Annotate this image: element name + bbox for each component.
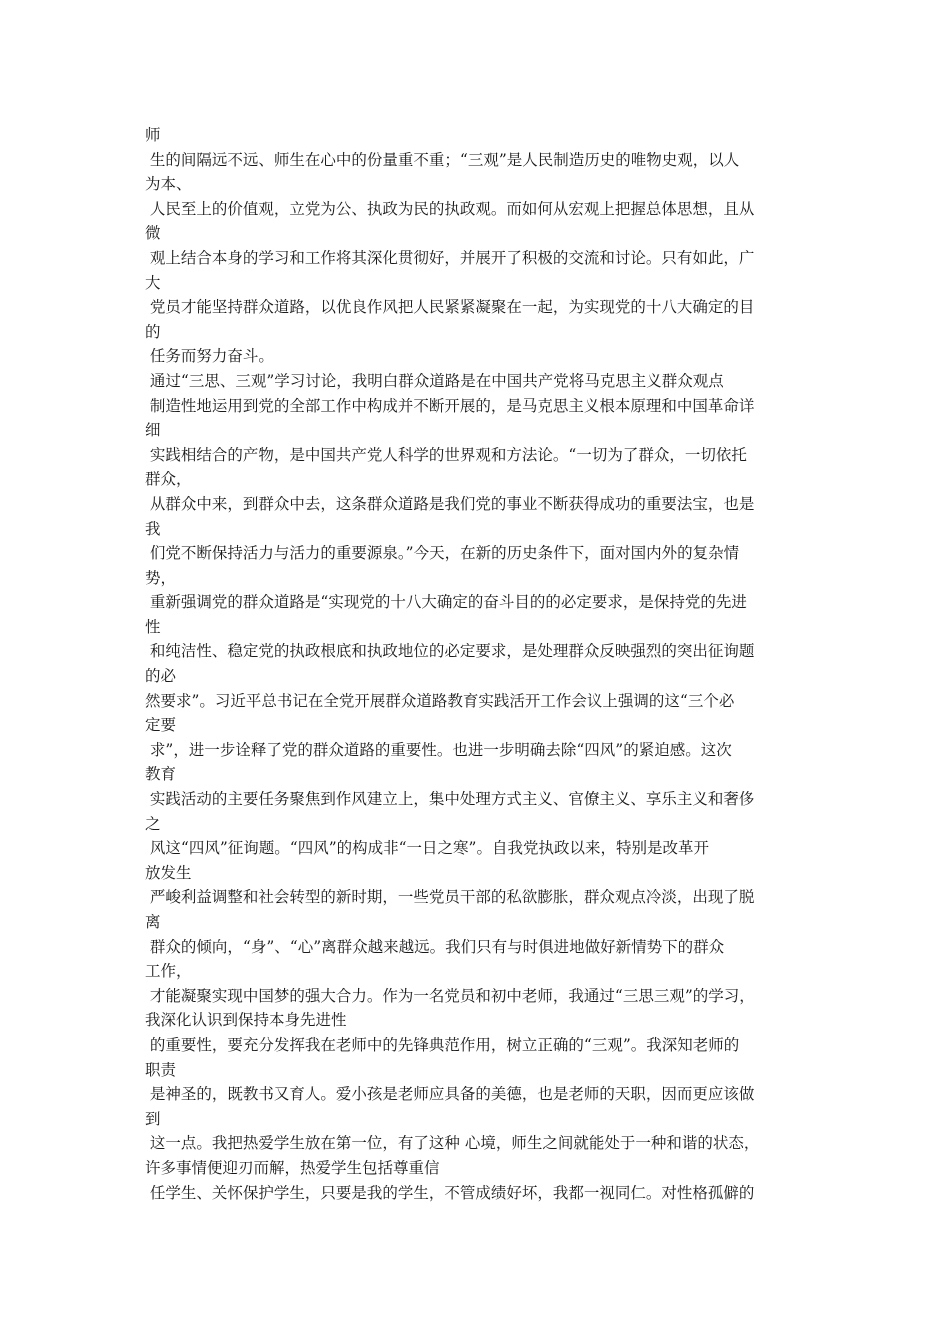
text-line: 我 (145, 519, 161, 538)
text-line: 风这“四风”征询题。“四风”的构成非“一日之寒”。自我党执政以来，特别是改革开 (145, 839, 709, 858)
text-line: 职责 (145, 1060, 177, 1079)
text-line: 重新强调党的群众道路是“实现党的十八大确定的奋斗目的的必定要求，是保持党的先进 (145, 593, 747, 612)
text-line: 为本、 (145, 175, 192, 194)
text-line: 通过“三思、三观”学习讨论，我明白群众道路是在中国共产党将马克思主义群众观点 (145, 371, 724, 390)
text-line: 性 (145, 617, 161, 636)
text-line: 之 (145, 814, 161, 833)
text-line: 定要 (145, 716, 177, 735)
text-line: 细 (145, 421, 161, 440)
text-line: 实践活动的主要任务聚焦到作风建立上，集中处理方式主义、官僚主义、享乐主义和奢侈 (145, 790, 755, 809)
text-line: 然要求”。习近平总书记在全党开展群众道路教育实践活开工作会议上强调的这“三个必 (145, 691, 735, 710)
text-line: 制造性地运用到党的全部工作中构成并不断开展的，是马克思主义根本原理和中国革命详 (145, 396, 755, 415)
text-line: 微 (145, 224, 161, 243)
text-line: 离 (145, 913, 161, 931)
text-line: 从群众中来，到群众中去，这条群众道路是我们党的事业不断获得成功的重要法宝，也是 (145, 494, 755, 513)
text-line: 任务而努力奋斗。 (145, 347, 274, 366)
text-line: 的必 (145, 667, 177, 686)
text-line: 任学生、关怀保护学生，只要是我的学生，不管成绩好坏，我都一视同仁。对性格孤僻的 (145, 1183, 755, 1202)
text-line: 实践相结合的产物，是中国共产党人科学的世界观和方法论。“一切为了群众，一切依托 (145, 445, 747, 464)
text-line: 们党不断保持活力与活力的重要源泉。”今天，在新的历史条件下，面对国内外的复杂情 (145, 544, 740, 563)
text-line: 我深化认识到保持本身先进性 (145, 1011, 347, 1030)
text-line: 教育 (145, 765, 177, 784)
text-line: 势， (145, 568, 177, 587)
text-line: 观上结合本身的学习和工作将其深化贯彻好，并展开了积极的交流和讨论。只有如此，广 (145, 248, 755, 267)
text-line: 许多事情便迎刃而解，热爱学生包括尊重信 (145, 1158, 440, 1177)
text-line: 到 (145, 1109, 161, 1128)
document-body (145, 123, 835, 1205)
text-line: 和纯洁性、稳定党的执政根底和执政地位的必定要求，是处理群众反映强烈的突出征询题 (145, 642, 755, 661)
text-line: 群众的倾向，“身”、“心”离群众越来越远。我们只有与时俱进地做好新情势下的群众 (145, 937, 725, 956)
text-line: 工作， (145, 962, 192, 981)
text-line: 这一点。我把热爱学生放在第一位，有了这种 心境，师生之间就能处于一种和谐的状态， (145, 1134, 760, 1153)
text-line: 放发生 (145, 863, 192, 882)
text-line: 是神圣的，既教书又育人。爱小孩是老师应具备的美德，也是老师的天职，因而更应该做 (145, 1085, 755, 1104)
text-line: 求”，进一步诠释了党的群众道路的重要性。也进一步明确去除“四风”的紧迫感。这次 (145, 740, 732, 759)
text-line: 严峻利益调整和社会转型的新时期，一些党员干部的私欲膨胀，群众观点冷淡，出现了脱 (145, 888, 755, 907)
text-line: 大 (145, 273, 161, 292)
text-line: 师 (145, 126, 161, 144)
text-line: 群众， (145, 470, 192, 489)
text-line: 的重要性，要充分发挥我在老师中的先锋典范作用，树立正确的“三观”。我深知老师的 (145, 1035, 740, 1054)
text-line: 才能凝聚实现中国梦的强大合力。作为一名党员和初中老师，我通过“三思三观”的学习， (145, 986, 755, 1005)
text-line: 的 (145, 322, 161, 341)
text-line: 党员才能坚持群众道路，以优良作风把人民紧紧凝聚在一起，为实现党的十八大确定的目 (145, 298, 755, 317)
text-line: 生的间隔远不远、师生在心中的份量重不重；“三观”是人民制造历史的唯物史观，以人 (145, 150, 740, 169)
text-line: 人民至上的价值观，立党为公、执政为民的执政观。而如何从宏观上把握总体思想，且从 (145, 199, 755, 218)
